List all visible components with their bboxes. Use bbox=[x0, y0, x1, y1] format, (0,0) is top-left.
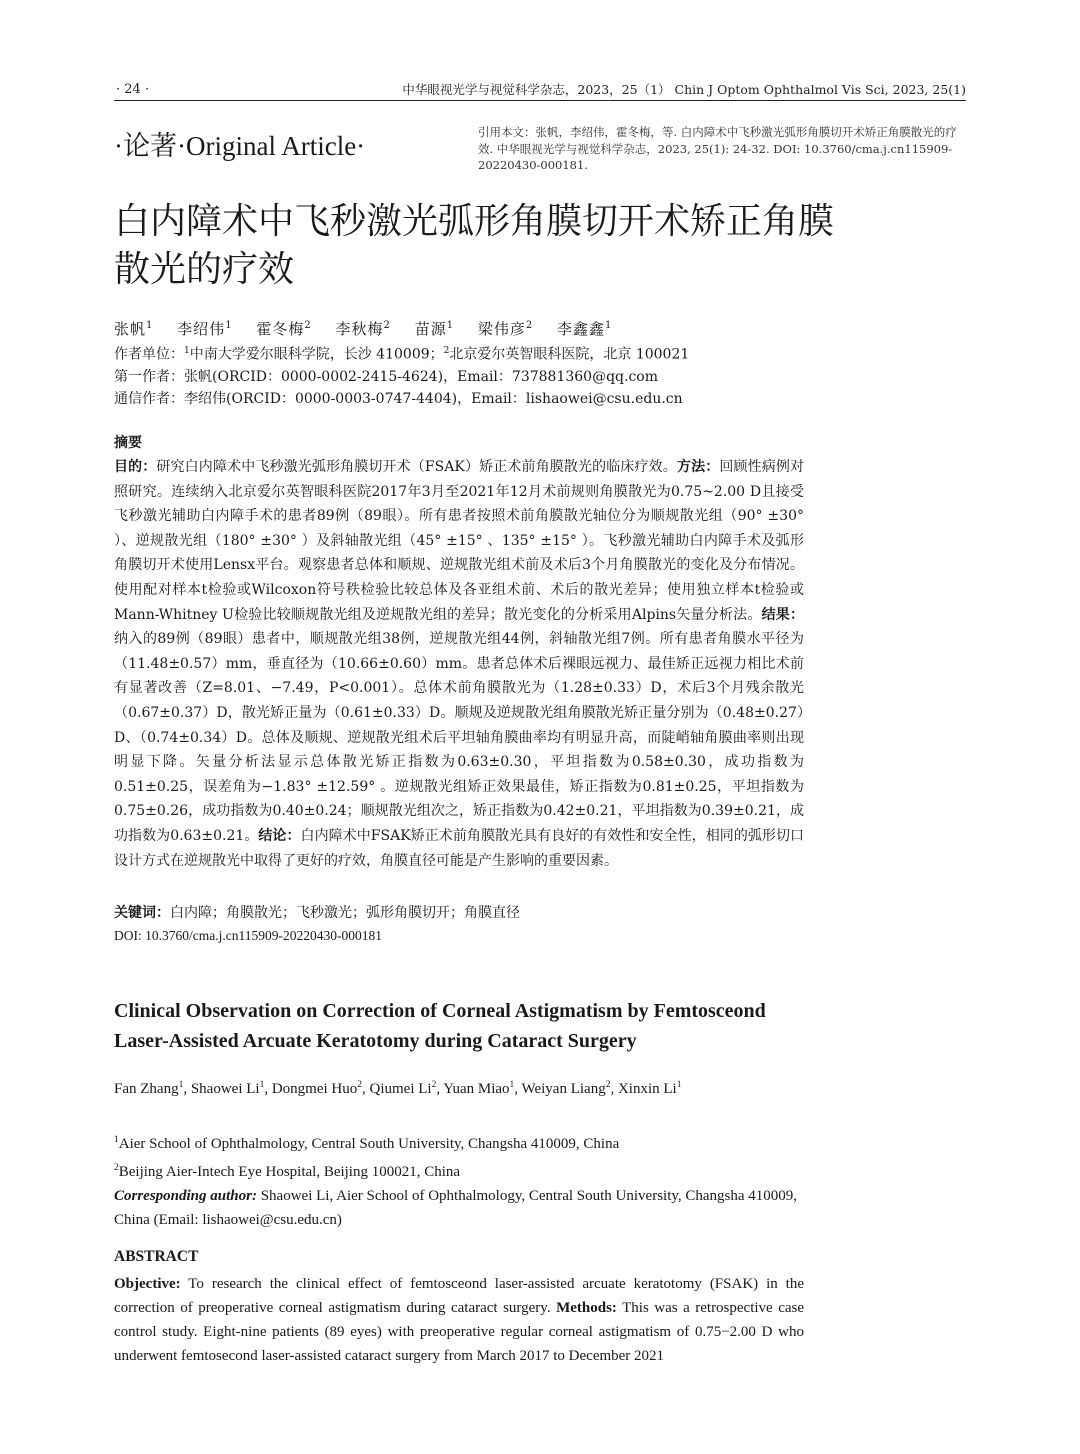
journal-header: 中华眼视光学与视觉科学杂志，2023，25（1） Chin J Optom Ophthalmol Vis Sci, 2023, 25(1) bbox=[402, 82, 966, 97]
author-en: Xinxin Li$^1$ bbox=[617, 1080, 682, 1097]
authors-zh bbox=[114, 318, 630, 339]
author-en: Dongmei Huo$^2$, bbox=[271, 1080, 370, 1097]
doi: DOI: 10.3760/cma.j.cn115909-20220430-000181 bbox=[114, 928, 382, 943]
affiliation-zh: 作者单位：$^1$中南大学爱尔眼科学院，长沙 410009；$^2$北京爱尔英智眼科医院，北京 100021 bbox=[114, 346, 690, 363]
author-en: Weiyan Liang$^2$, bbox=[521, 1080, 618, 1097]
abstract-zh-heading: 摘要 bbox=[114, 435, 142, 451]
abstract-zh: 目的：研究白内障术中飞秒激光弧形角膜切开术（FSAK）矫正术前角膜散光的临床疗效。方法：回顾性病例对照研究。连续纳入北京爱尔英智眼科医院2017年3月至2021年12月术前规则角膜散光为0.75~2.00 D且接受飞秒激光辅助白内障手术的患者89例（89眼）。所有患者按照术前角膜散光轴位分为顺规散光组（90° ±30° ）、逆规散光组（180° ±30° ）及斜轴散光组（45° ±15° 、135° ±15° ）。飞秒激光辅助白内障手术及弧形角膜切开术使用Lensx平台。观察患者总体和顺规、逆规散光组术前及术后3个月角膜散光的变化及分布情况。使用配对样本t检验或Wilcoxon符号秩检验比较总体及各亚组术前、术后的散光差异；使用独立样本t检验或Mann-Whitney U检验比较顺规散光组及逆规散光组的差异；散光变化的分析采用Alpins矢量分析法。结果：纳入的89例（89眼）患者中，顺规散光组38例，逆规散光组44例，斜轴散光组7例。所有患者角膜水平径为（11.48±0.57）mm，垂直径为（10.66±0.60）mm。患者总体术后裸眼远视力、最佳矫正远视力相比术前有显著改善（Z=8.01、−7.49，P<0.001）。总体术前角膜散光为（1.28±0.33）D，术后3个月残余散光（0.67±0.37）D，散光矫正量为（0.61±0.33）D。顺规及逆规散光组角膜散光矫正量分别为（0.48±0.27）D、（0.74±0.34）D。总体及顺规、逆规散光组术后平坦轴角膜曲率均有明显升高，而陡峭轴角膜曲率则出现明显下降。矢量分析法显示总体散光矫正指数为0.63±0.30，平坦指数为0.58±0.30，成功指数为0.51±0.25，误差角为−1.83° ±12.59° 。逆规散光组矫正效果最佳，矫正指数为0.81±0.25，平坦指数为0.75±0.26，成功指数为0.40±0.24；顺规散光组次之，矫正指数为0.42±0.21，平坦指数为0.39±0.21，成功指数为0.63±0.21。结论：白内障术中FSAK矫正术前角膜散光具有良好的有效性和安全性，相同的弧形切口设计方式在逆规散光中取得了更好的疗效，角膜直径可能是产生影响的重要因素。 bbox=[114, 459, 805, 869]
abstract-en-heading: ABSTRACT bbox=[114, 1248, 199, 1265]
corresponding-author-zh: 通信作者：李绍伟(ORCID：0000-0003-0747-4404)，Email：lishaowei@csu.edu.cn bbox=[114, 390, 683, 407]
author-zh: 张帆$^1$ bbox=[114, 320, 154, 338]
affiliations-en bbox=[114, 1128, 804, 1232]
author-meta bbox=[114, 340, 689, 410]
first-author: 第一作者：张帆(ORCID：0000-0002-2415-4624)，Email：737881360@qq.com bbox=[114, 368, 658, 385]
title-zh: 白内障术中飞秒激光弧形角膜切开术矫正角膜散光的疗效 bbox=[114, 201, 835, 290]
page-number: · 24 · bbox=[116, 82, 150, 97]
affiliation-en: $^2$Beijing Aier-Intech Eye Hospital, Beijing 100021, China bbox=[114, 1163, 461, 1180]
author-zh: 梁伟彦$^2$ bbox=[477, 320, 534, 338]
section-label: ·论著·Original Article· bbox=[114, 131, 366, 161]
author-en: Fan Zhang$^1$, bbox=[114, 1080, 191, 1097]
title-en: Clinical Observation on Correction of Corneal Astigmatism by Femtosceond Laser-Assisted Arcuate Keratotomy during Cataract Surgery bbox=[114, 1000, 766, 1052]
authors-en bbox=[114, 1080, 681, 1098]
author-zh: 李绍伟$^1$ bbox=[177, 320, 233, 338]
author-en: Shaowei Li$^1$, bbox=[190, 1080, 272, 1097]
affiliation-en: $^1$Aier School of Ophthalmology, Central South University, Changsha 410009, China bbox=[114, 1135, 620, 1152]
author-zh: 苗源$^1$ bbox=[414, 320, 455, 338]
citation: 引用本文：张帆，李绍伟，霍冬梅，等. 白内障术中飞秒激光弧形角膜切开术矫正角膜散光的疗效. 中华眼视光学与视觉科学杂志，2023, 25(1): 24-32. DOI: 10.3760/cma.j.cn115909-20220430-000181. bbox=[478, 125, 957, 172]
header-rule bbox=[114, 100, 966, 101]
abstract-en: Objective: To research the clinical effect of femtosceond laser-assisted arcuate keratotomy (FSAK) in the correction of preoperative corneal astigmatism during cataract surgery. Methods: This was a retrospective case control study. Eight-nine patients (89 eyes) with preoperative regular corneal astigmatism of 0.75−2.00 D who underwent femtosecond laser-assisted cataract surgery from March 2017 to December 2021 bbox=[114, 1276, 805, 1364]
author-zh: 霍冬梅$^2$ bbox=[256, 320, 312, 338]
author-zh: 李秋梅$^2$ bbox=[335, 320, 391, 338]
author-en: Qiumei Li$^2$, bbox=[369, 1080, 444, 1097]
author-en: Yuan Miao$^1$, bbox=[443, 1080, 522, 1097]
author-zh: 李鑫鑫$^1$ bbox=[557, 320, 613, 338]
keywords-zh: 关键词：白内障；角膜散光；飞秒激光；弧形角膜切开；角膜直径 bbox=[114, 905, 520, 921]
corresponding-author-en: Corresponding author: Shaowei Li, Aier School of Ophthalmology, Central South University, Changsha 410009, China (Email: lishaowei@csu.edu.cn) bbox=[114, 1188, 798, 1228]
